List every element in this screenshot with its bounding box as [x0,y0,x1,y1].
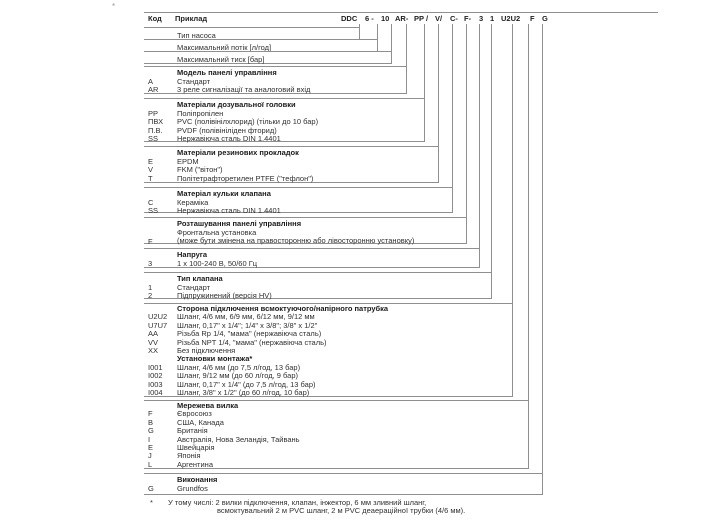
item-desc: Шланг, 9/12 мм (до 60 л/год, 9 бар) [177,371,298,381]
item-desc: Шланг, 3/8" x 1/2" (до 60 л/год, 10 бар) [177,388,310,398]
item-code: SS [148,206,159,216]
row-pump-type [144,27,360,39]
item-code: E [148,156,154,166]
item-desc: 3 реле сигналізації та аналоговий вхід [177,85,311,95]
item-desc: Кераміка [177,197,209,207]
item-code: E [148,443,154,453]
item-code: V [148,165,154,175]
item-desc: Аргентина [177,459,213,469]
list-item [144,175,439,184]
footnote-mark: * [150,498,153,507]
section-title: Розташування панелі управління [177,219,302,228]
item-code: SS [148,134,159,144]
section-connection-side [144,303,513,397]
connector-line [479,24,480,268]
section-title: Виконання [177,475,218,484]
item-code: I001 [148,362,163,372]
item-code: AA [148,329,159,339]
item-desc: Різьба NPT 1/4, "мама" (нержавіюча сталь) [177,337,327,347]
item-code: U2U2 [148,312,168,322]
item-code: G [148,483,154,493]
item-desc: Британія [177,426,208,436]
connector-line [466,24,467,244]
item-code: U7U7 [148,320,168,330]
code-segment-control-variant: AR- [395,14,409,23]
section-panel-position [144,217,467,244]
item-desc: Підпружинений (версія HV) [177,291,272,301]
code-segment-valve-type: 1 [490,14,495,23]
list-item [144,237,467,246]
item-code: L [148,459,153,469]
row-max-flow [144,39,378,51]
section-ball-material [144,187,453,216]
item-code: I002 [148,371,163,381]
item-code: VV [148,337,159,347]
code-segment-head-material: PP / [414,14,429,23]
section-gasket-materials [144,146,439,183]
item-code: П.В. [148,125,163,135]
item-desc: Шланг, 0,17" x 1/4"; 1/4" x 3/8"; 3/8" x 1/2" [177,320,318,330]
code-segment-panel-position: F- [464,14,472,23]
item-code: I [148,434,151,444]
item-code: AR [148,85,159,95]
item-code: F [148,236,153,246]
list-item [144,292,492,301]
section-title: Напруга [177,250,208,259]
connector-line [452,24,453,213]
section-title: Тип клапана [177,274,223,283]
item-code: ПВХ [148,117,164,127]
item-desc: Швейцарія [177,443,215,453]
scan-artifact-mark: * [112,2,116,11]
row-label: Тип насоса [177,31,216,40]
list-item [144,389,513,397]
row-label: Максимальний потік [л/год] [177,43,272,52]
item-desc: PVDF (полівініліден фторид) [177,125,277,135]
item-desc: FKM ("вітон") [177,165,223,175]
top-border-line [144,12,658,13]
section-control-panel-model [144,66,407,94]
code-segment-pump-type: DDC [341,14,358,23]
item-code: A [148,76,154,86]
section-head-materials [144,98,425,142]
item-desc: Австралія, Нова Зеландія, Тайвань [177,434,300,444]
section-title: Сторона підключення всмоктуючого/напірного патрубка [177,304,389,313]
item-desc: Шланг, 0,17" x 1/4" (до 7,5 л/год, 13 бар) [177,379,316,389]
item-desc: Стандарт [177,76,211,86]
item-code: T [148,173,153,183]
item-desc: Японія [177,451,201,461]
section-title: Модель панелі управління [177,68,277,77]
item-desc: Політетрафторетилен PTFE ("тефлон") [177,173,314,183]
item-desc: EPDM [177,156,199,166]
list-item [144,135,425,144]
item-desc: Шланг, 4/6 мм (до 7,5 л/год, 13 бар) [177,362,301,372]
item-code: G [148,426,154,436]
code-segment-mains-plug: F [530,14,535,23]
item-desc: США, Канада [177,417,224,427]
item-desc: (може бути змінена на правосторонню або лівосторонню установку) [177,236,415,246]
item-desc: Grundfos [177,483,208,493]
item-code: I004 [148,388,163,398]
footnote-line2: всмоктувальний 2 м PVC шланг, 2 м PVC деаераційної трубки (4/6 мм). [217,506,466,515]
code-segment-ball-material: C- [450,14,458,23]
item-code: XX [148,346,159,356]
connector-line [491,24,492,299]
section-mains-plug [144,400,529,469]
item-code: F [148,409,153,419]
example-column-header: Приклад [175,14,208,23]
item-desc: Без підключення [177,346,236,356]
item-code: 1 [148,282,153,292]
section-title: Мережева вилка [177,401,239,410]
row-label: Максимальний тиск [бар] [177,55,265,64]
item-code: PP [148,108,159,118]
list-item [144,485,543,494]
list-item [144,260,480,269]
item-code: 2 [148,291,153,301]
code-segment-design: G [542,14,548,23]
section-valve-type [144,272,492,299]
item-desc: 1 х 100-240 В, 50/60 Гц [177,258,258,268]
item-code: 3 [148,258,153,268]
item-code: I003 [148,379,163,389]
item-desc: Поліпропілен [177,108,224,118]
code-column-header: Код [148,14,162,23]
section-title: Матеріал кульки клапана [177,189,271,198]
mounting-kits-subtitle: Установки монтажа* [177,354,253,364]
item-desc: Нержавіюча сталь DIN 1.4401 [177,134,281,144]
item-desc: Шланг, 4/6 мм, 6/9 мм, 6/12 мм, 9/12 мм [177,312,315,322]
item-code: J [148,451,152,461]
list-item [144,461,529,469]
connector-line [542,24,543,495]
item-code: C [148,197,154,207]
list-item [144,444,529,452]
item-desc: Різьба Rp 1/4, "мама" (нержавіюча сталь) [177,329,322,339]
list-item [144,86,407,95]
section-title: Матеріали резинових прокладок [177,148,299,157]
list-item [144,207,453,216]
item-desc: Стандарт [177,282,211,292]
code-segment-gasket-material: V/ [435,14,443,23]
item-desc: Євросоюз [177,409,212,419]
footnote-line1: У тому числі: 2 вилки підключення, клапан, інжектор, 6 мм зливний шланг, [168,498,427,507]
code-segment-max-flow: 6 - [365,14,374,23]
code-segment-max-pressure: 10 [381,14,390,23]
item-desc: PVC (полівінілхлорид) (тільки до 10 бар) [177,117,319,127]
row-max-pressure [144,51,392,64]
section-design [144,473,543,495]
item-code: B [148,417,154,427]
code-segment-voltage: 3 [479,14,484,23]
section-title: Матеріали дозувальної головки [177,100,296,109]
item-desc: Нержавіюча сталь DIN 1.4401 [177,206,281,216]
section-voltage [144,248,480,268]
code-segment-connection: U2U2 [501,14,521,23]
item-desc: Фронтальна установка [177,227,257,237]
